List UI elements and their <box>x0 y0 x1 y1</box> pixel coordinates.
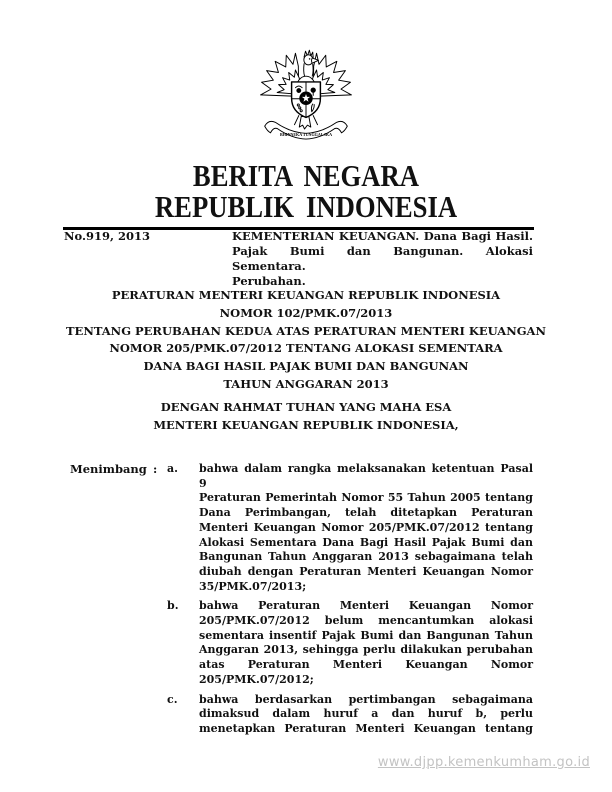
issue-abstract <box>232 229 533 289</box>
consideration-item-letter: a. <box>167 462 178 475</box>
regulation-title-line: TENTANG PERUBAHAN KEDUA ATAS PERATURAN MENTERI KEUANGAN <box>66 323 546 338</box>
consideration-item-text-line: Bangunan Tahun Anggaran 2013 sebagaimana telah <box>199 550 533 564</box>
masthead-line-2: REPUBLIK INDONESIA <box>154 189 458 224</box>
consideration-item-text-line: bahwa dalam rangka melaksanakan ketentuan Pasal 9 <box>199 462 533 490</box>
considerations-items <box>167 462 533 737</box>
issue-abstract-line: Pajak Bumi dan Bangunan. Alokasi Sementara. <box>232 244 533 273</box>
footer-url-link[interactable]: www.djpp.kemenkumham.go.id <box>377 755 590 770</box>
consideration-item-letter: b. <box>167 599 179 613</box>
consideration-item-letter: c. <box>167 692 178 706</box>
consideration-item-text-line: Alokasi Sementara Dana Bagi Hasil Pajak Bumi dan <box>199 535 533 549</box>
consideration-item-text-line: dimaksud dalam huruf a dan huruf b, perlu <box>199 707 533 721</box>
regulation-title-line: NOMOR 102/PMK.07/2013 <box>219 305 393 320</box>
consideration-item-text <box>199 693 533 737</box>
consideration-item-text <box>199 599 533 687</box>
considerations-label: Menimbang <box>70 462 147 476</box>
garuda-pancasila-emblem <box>258 44 354 141</box>
issue-abstract-line: KEMENTERIAN KEUANGAN. Dana Bagi Hasil. <box>232 229 533 243</box>
consideration-item-text-line: bahwa Peraturan Menteri Keuangan Nomor <box>199 599 533 613</box>
tail-shape <box>299 117 311 129</box>
consideration-item-text-line: 205/PMK.07/2012 belum mencantumkan alokasi <box>199 614 533 628</box>
shield-icon <box>292 82 321 118</box>
consideration-item-text-line: diubah dengan Peraturan Menteri Keuangan Nomor <box>199 564 533 578</box>
consideration-item-text-line: bahwa berdasarkan pertimbangan sebagaimana <box>199 692 533 706</box>
consideration-item <box>167 462 533 594</box>
masthead-line-1: BERITA NEGARA <box>192 158 420 193</box>
regulation-title-line: DANA BAGI HASIL PAJAK BUMI DAN BANGUNAN <box>143 359 469 374</box>
consideration-item-text-line: sementara insentif Pajak Bumi dan Bangunan Tahun <box>199 628 533 642</box>
motto-text: BHINNEKA TUNGGAL IKA <box>279 132 333 138</box>
invocation <box>0 399 612 434</box>
consideration-item-text-line: Dana Perimbangan, telah ditetapkan Peraturan <box>199 506 533 520</box>
masthead <box>43 160 569 222</box>
considerations-section <box>0 462 612 742</box>
consideration-item <box>167 599 533 687</box>
regulation-title-line: TAHUN ANGGARAN 2013 <box>223 376 389 391</box>
consideration-item-text-line: Anggaran 2013, sehingga perlu dilakukan perubahan <box>199 643 533 657</box>
consideration-item-text-line: menetapkan Peraturan Menteri Keuangan tentang <box>199 721 533 735</box>
consideration-item <box>167 692 533 737</box>
consideration-item-text-line: Menteri Keuangan Nomor 205/PMK.07/2012 tentang <box>199 520 533 534</box>
issue-abstract-line: Perubahan. <box>232 274 306 288</box>
consideration-item-text-line: 205/PMK.07/2012; <box>199 672 314 686</box>
regulation-title <box>0 287 612 394</box>
consideration-item-text <box>199 462 533 594</box>
considerations-separator: : <box>153 462 158 476</box>
issue-number: No.919, 2013 <box>64 229 151 243</box>
regulation-title-line: PERATURAN MENTERI KEUANGAN REPUBLIK INDONESIA <box>111 288 501 302</box>
invocation-line: MENTERI KEUANGAN REPUBLIK INDONESIA, <box>153 417 459 432</box>
consideration-item-text-line: Peraturan Pemerintah Nomor 55 Tahun 2005 tentang <box>199 491 533 505</box>
invocation-line: DENGAN RAHMAT TUHAN YANG MAHA ESA <box>160 400 452 414</box>
regulation-title-line: NOMOR 205/PMK.07/2012 TENTANG ALOKASI SEMENTARA <box>109 341 503 356</box>
consideration-item-text-line: atas Peraturan Menteri Keuangan Nomor <box>199 658 533 672</box>
consideration-item-text-line: 35/PMK.07/2013; <box>199 579 307 593</box>
